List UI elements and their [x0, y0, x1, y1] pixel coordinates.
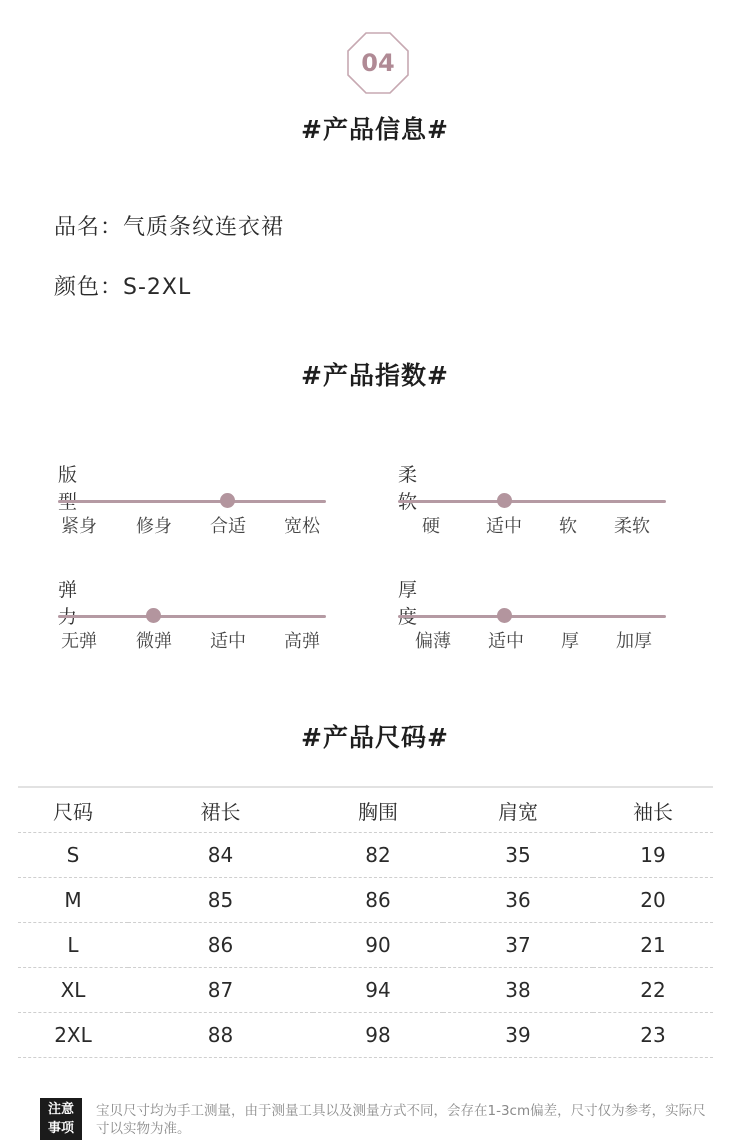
product-name: 品名：气质条纹连衣裙 — [54, 215, 285, 240]
index-track — [58, 500, 326, 503]
index-option: 适中 — [210, 631, 246, 652]
index-option: 适中 — [488, 631, 524, 652]
index-option: 紧身 — [61, 516, 97, 537]
table-cell: 36 — [443, 878, 593, 923]
table-cell: S — [18, 833, 128, 878]
header-cell: 胸围 — [313, 787, 443, 833]
size-table — [18, 786, 713, 1058]
index-title: 厚 — [398, 579, 418, 601]
table-cell: 88 — [128, 1013, 313, 1058]
header-cell: 尺码 — [18, 787, 128, 833]
table-cell: 20 — [593, 878, 713, 923]
index-marker — [497, 493, 512, 508]
note-badge — [40, 1098, 82, 1140]
table-cell: 90 — [313, 923, 443, 968]
table-cell: 19 — [593, 833, 713, 878]
index-option: 宽松 — [284, 516, 320, 537]
table-cell: L — [18, 923, 128, 968]
table-row — [18, 923, 713, 968]
table-cell: 35 — [443, 833, 593, 878]
table-cell: 87 — [128, 968, 313, 1013]
index-option: 适中 — [486, 516, 522, 537]
table-row — [18, 833, 713, 878]
size-table-header — [18, 787, 713, 833]
table-cell: 86 — [313, 878, 443, 923]
note-badge-line: 注意 — [47, 1102, 74, 1117]
table-cell: 84 — [128, 833, 313, 878]
index-option: 微弹 — [136, 631, 172, 652]
index-option: 加厚 — [616, 631, 652, 652]
table-cell: 22 — [593, 968, 713, 1013]
product-color: 颜色：S-2XL — [54, 275, 192, 300]
table-cell: 94 — [313, 968, 443, 1013]
index-title: 弹 — [58, 579, 78, 601]
note-badge-line: 事项 — [47, 1121, 74, 1136]
table-cell: 86 — [128, 923, 313, 968]
index-track — [398, 500, 666, 503]
section-number-badge — [345, 30, 411, 96]
badge-number: 04 — [361, 49, 395, 77]
table-cell: 21 — [593, 923, 713, 968]
index-marker — [497, 608, 512, 623]
index-option: 柔软 — [614, 516, 650, 537]
table-cell: 38 — [443, 968, 593, 1013]
table-cell: 39 — [443, 1013, 593, 1058]
table-cell: XL — [18, 968, 128, 1013]
index-title: 版 — [58, 464, 78, 486]
index-option: 高弹 — [284, 631, 320, 652]
index-option: 厚 — [561, 631, 579, 652]
table-row — [18, 968, 713, 1013]
index-option: 硬 — [422, 516, 440, 537]
index-option: 修身 — [136, 516, 172, 537]
header-cell: 肩宽 — [443, 787, 593, 833]
index-option: 软 — [559, 516, 577, 537]
index-marker — [220, 493, 235, 508]
table-row — [18, 1013, 713, 1058]
index-option: 无弹 — [61, 631, 97, 652]
header-cell: 裙长 — [128, 787, 313, 833]
product-info-title: #产品信息# — [301, 115, 449, 144]
table-cell: 23 — [593, 1013, 713, 1058]
table-cell: 98 — [313, 1013, 443, 1058]
note-text: 宝贝尺寸均为手工测量，由于测量工具以及测量方式不同，会存在1-3cm偏差，尺寸仅为参考，实际尺寸以实物为准。 — [96, 1103, 706, 1137]
index-track — [398, 615, 666, 618]
product-index-title: #产品指数# — [301, 361, 449, 390]
table-cell: M — [18, 878, 128, 923]
index-title: 柔 — [398, 464, 418, 486]
table-cell: 2XL — [18, 1013, 128, 1058]
table-cell: 82 — [313, 833, 443, 878]
index-option: 合适 — [210, 516, 246, 537]
table-cell: 37 — [443, 923, 593, 968]
index-marker — [146, 608, 161, 623]
table-row — [18, 878, 713, 923]
table-cell: 85 — [128, 878, 313, 923]
product-size-title: #产品尺码# — [301, 723, 449, 752]
index-track — [58, 615, 326, 618]
index-option: 偏薄 — [415, 631, 451, 652]
header-cell: 袖长 — [593, 787, 713, 833]
